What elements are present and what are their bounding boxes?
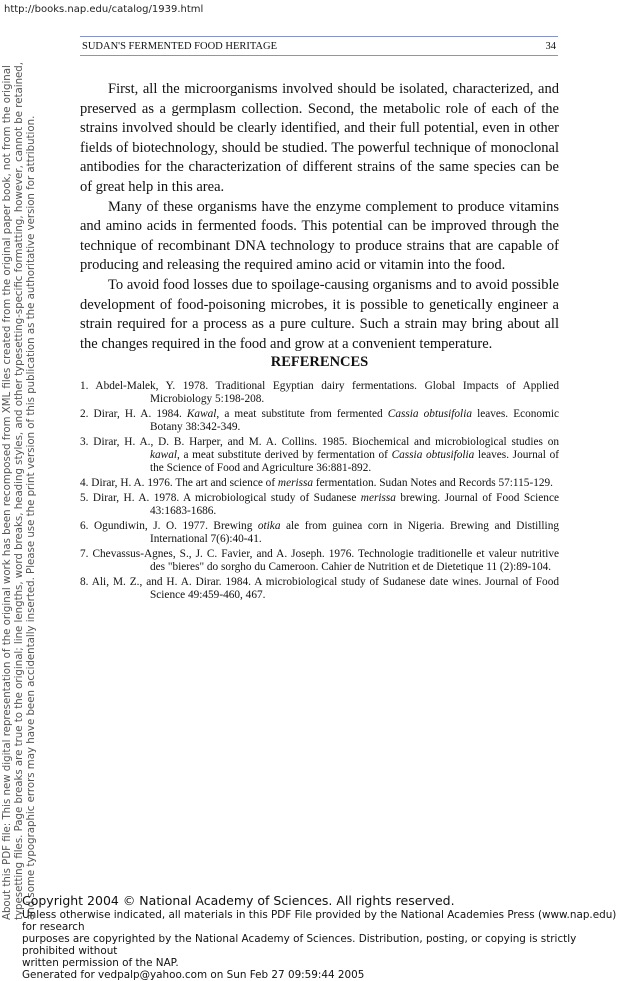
sidebar-line-1: About this PDF file: This new digital representation of the original work has been recomposed from XML files created from the original paper book, not from the original — [2, 65, 13, 920]
reference-6: 6. Ogundiwin, J. O. 1977. Brewing otika ale from guinea corn in Nigeria. Brewing and Distilling International 7(6):40-41. — [80, 520, 559, 545]
references-heading: REFERENCES — [270, 354, 369, 370]
reference-8: 8. Ali, M. Z., and H. A. Dirar. 1984. A microbiological study of Sudanese date wines. Journal of Food Science 49:459-460, 467. — [80, 576, 559, 601]
paragraph-3: To avoid food losses due to spoilage-causing organisms and to avoid possible development of food-poisoning microbes, it is possible to genetically engineer a strain required for a process as a pure culture. Such a strain may bring about all the changes required in the food and grow at a convenient temperature. — [80, 276, 559, 352]
running-head-title: SUDAN'S FERMENTED FOOD HERITAGE — [82, 40, 278, 52]
reference-2: 2. Dirar, H. A. 1984. Kawal, a meat substitute from fermented Cassia obtusifolia leaves. Economic Botany 38:342-349. — [80, 408, 560, 433]
body-text — [80, 80, 559, 354]
reference-7: 7. Chevassus-Agnes, S., J. C. Favier, and A. Joseph. 1976. Technologie traditionelle et valeur nutritive des "bieres" do sorgho du Cameroon. Cahier de Nutrition et de Dietetique 11 (2):89-104. — [80, 548, 559, 573]
paragraph-2: Many of these organisms have the enzyme complement to produce vitamins and amino acids in fermented foods. This potential can be improved through the technique of recombinant DNA technology to produce strains that are capable of producing and releasing the required amino acid or vitamin into the food. — [80, 198, 559, 274]
page-number: 34 — [545, 40, 556, 52]
sidebar-notice — [2, 40, 38, 920]
reference-4: 4. Dirar, H. A. 1976. The art and science of merissa fermentation. Sudan Notes and Records 57:115-129. — [80, 477, 553, 489]
sidebar-line-3: and some typographic errors may have been accidentally inserted. Please use the print version of this publication as the authoritative version for attribution. — [26, 115, 37, 920]
usage-notice-2: purposes are copyrighted by the National Academy of Sciences. Distribution, posting, or copying is strictly prohibited without — [22, 933, 577, 957]
usage-notice-3: written permission of the NAP. — [22, 957, 179, 969]
running-head — [80, 36, 558, 56]
reference-1: 1. Abdel-Malek, Y. 1978. Traditional Egyptian dairy fermentations. Global Impacts of Applied Microbiology 5:198-208. — [80, 380, 559, 405]
sidebar-line-2: typesetting files. Page breaks are true to the original; line lengths, word breaks, heading styles, and other typesetting-specific formatting, however, cannot be retained, — [14, 61, 25, 920]
references-list — [80, 380, 559, 604]
paragraph-1: First, all the microorganisms involved should be isolated, characterized, and preserved as a germplasm collection. Second, the metabolic role of each of the strains involved should be clearly identified, and their full potential, even in other fields of biotechnology, should be studied. The powerful technique of monoclonal antibodies for the characterization of different strains of the same species can be of great help in this area. — [80, 81, 559, 195]
usage-notice-1: Unless otherwise indicated, all materials in this PDF File provided by the National Academies Press (www.nap.edu) for research — [22, 909, 617, 933]
generated-for: Generated for vedpalp@yahoo.com on Sun Feb 27 09:59:44 2005 — [22, 969, 365, 981]
page-footer — [22, 893, 622, 981]
reference-3: 3. Dirar, H. A., D. B. Harper, and M. A. Collins. 1985. Biochemical and microbiological studies on kawal, a meat substitute derived by fermentation of Cassia obtusifolia leaves. Journal of the Science of Food and Agriculture 36:881-892. — [80, 436, 559, 474]
source-url: http://books.nap.edu/catalog/1939.html — [4, 4, 204, 15]
reference-5: 5. Dirar, H. A. 1978. A microbiological study of Sudanese merissa brewing. Journal of Food Science 43:1683-1686. — [80, 492, 559, 517]
copyright-notice: Copyright 2004 © National Academy of Sciences. All rights reserved. — [22, 893, 455, 908]
